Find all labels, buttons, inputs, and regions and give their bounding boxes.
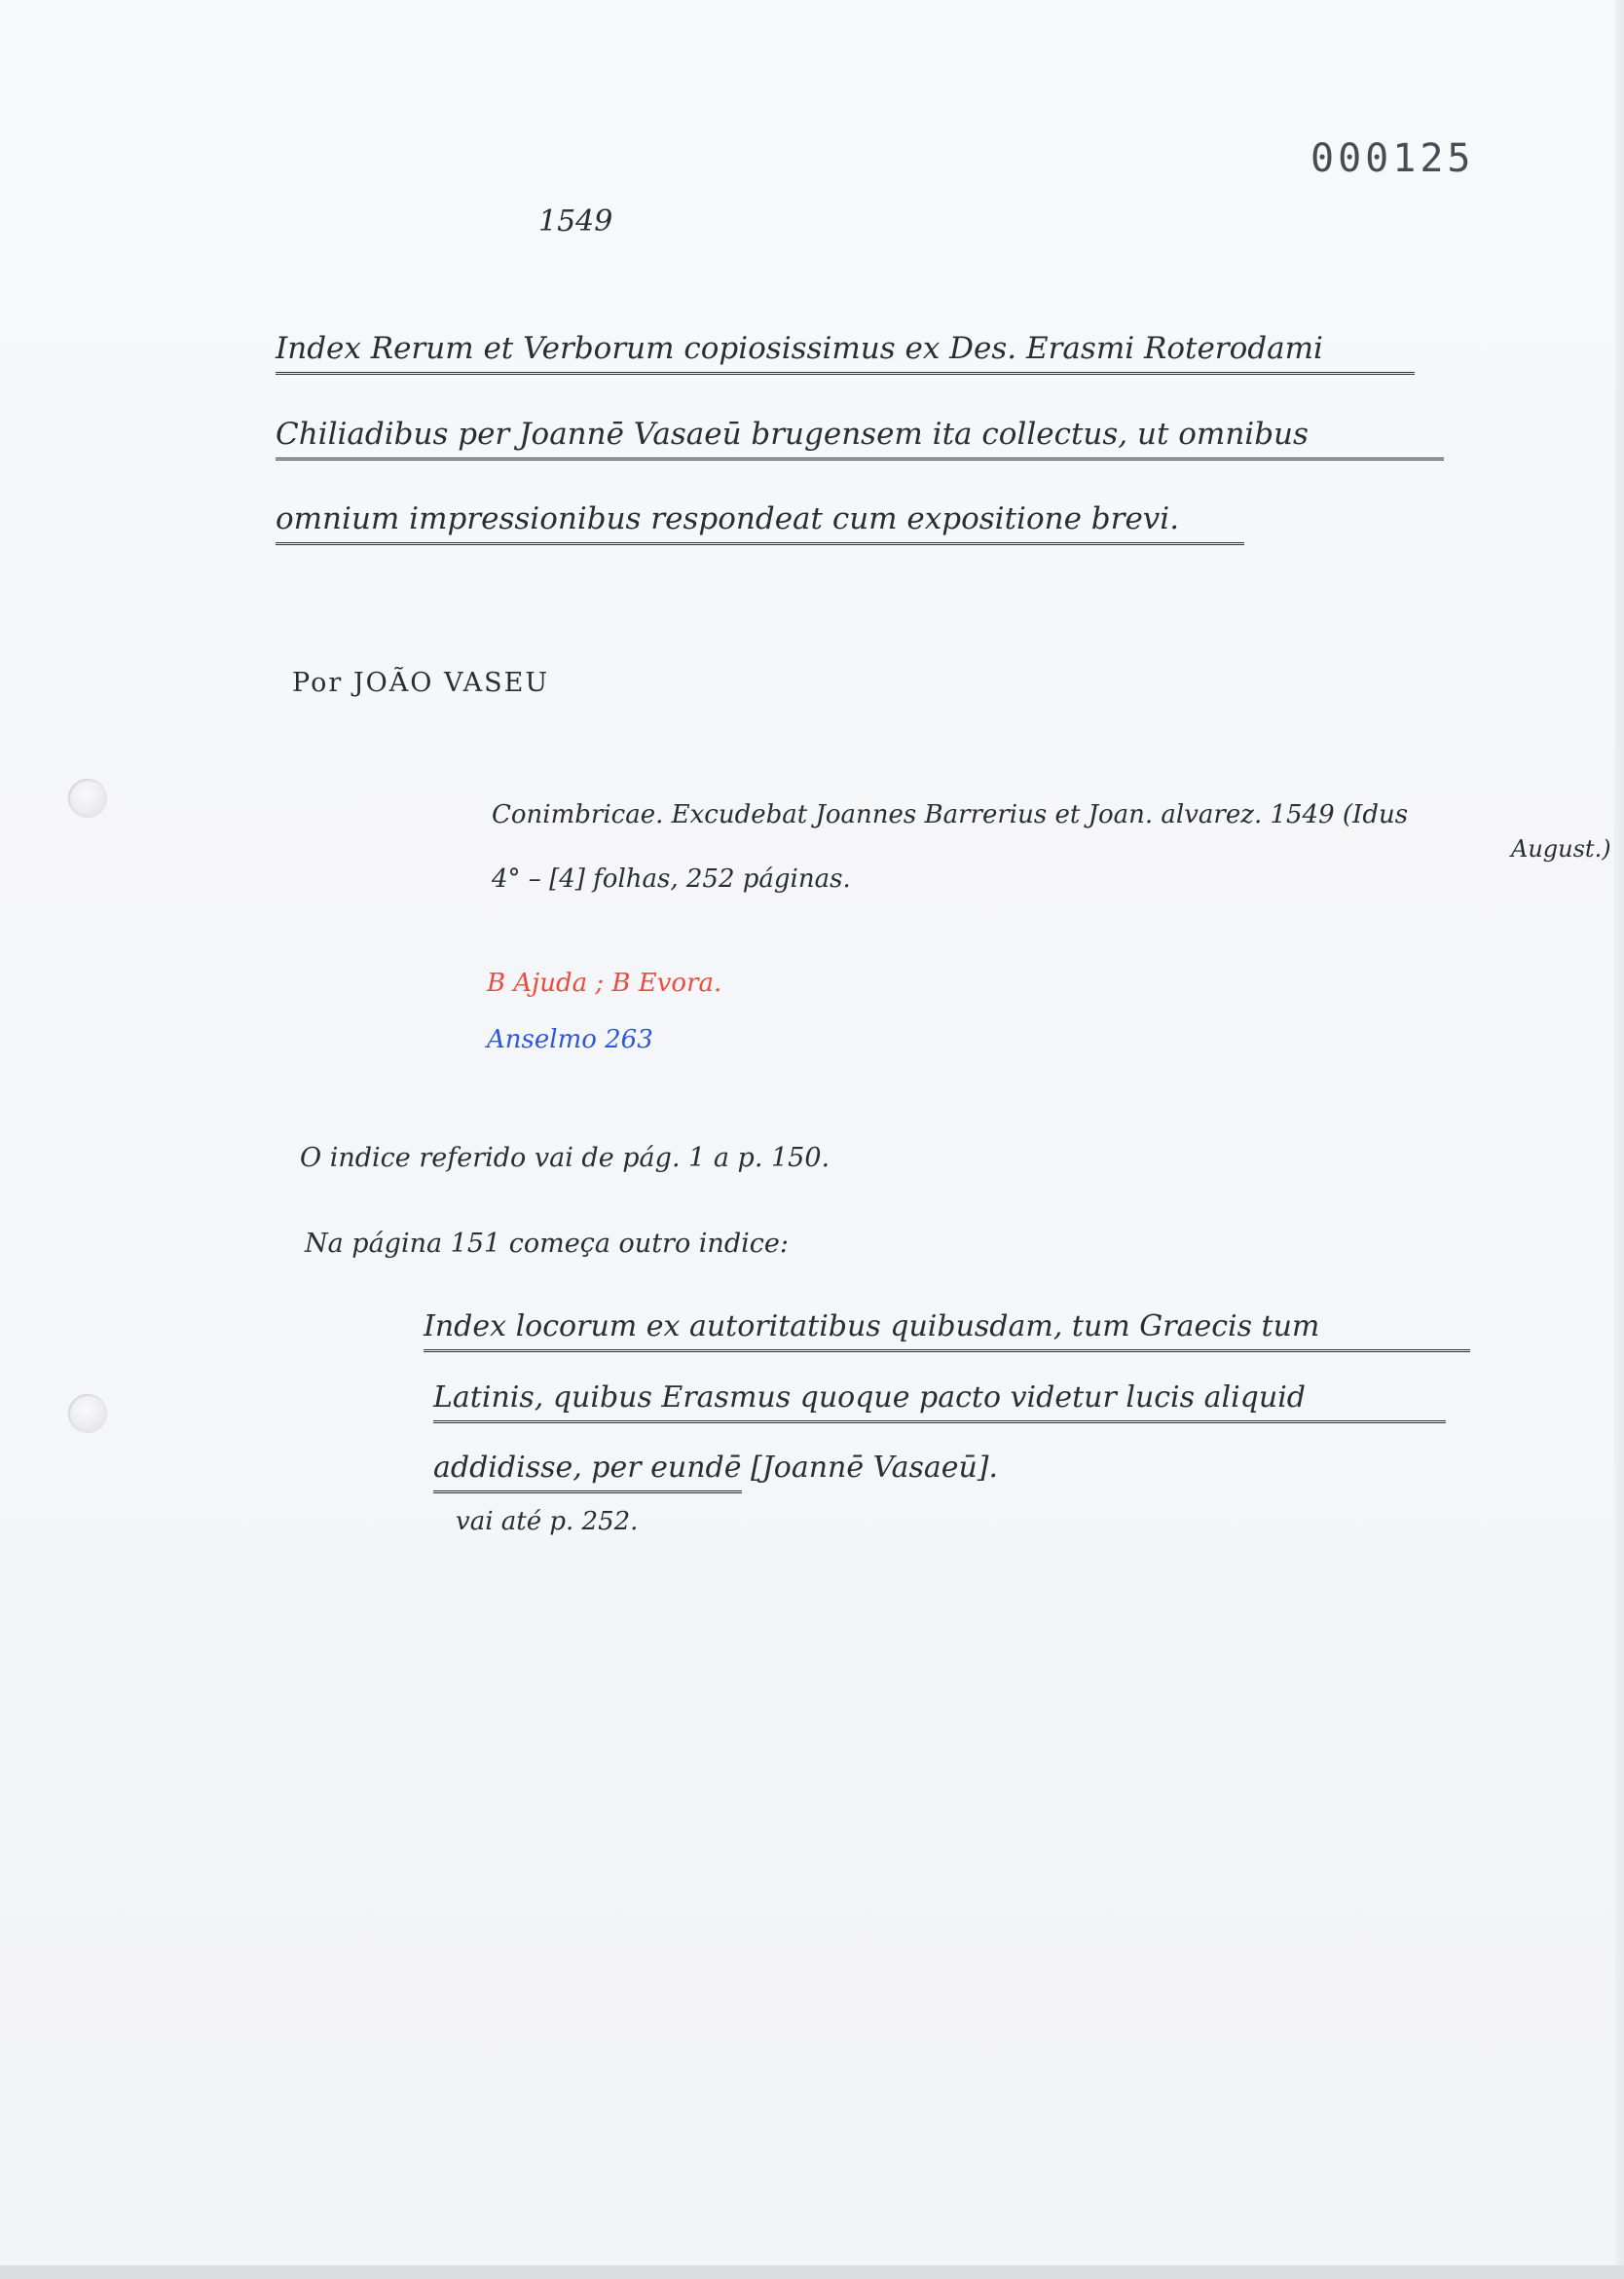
imprint-line-2: 4° – [4] folhas, 252 páginas. [492, 864, 851, 894]
imprint-line-1-continued: August.) [1511, 835, 1611, 863]
title-line-3: omnium impressionibus respondeat cum expositione brevi. [276, 501, 1244, 545]
second-index-line-3 [433, 1451, 998, 1485]
second-index-line-3-text: addidisse, per eundē [433, 1451, 742, 1493]
document-number: 000125 [1310, 136, 1475, 181]
page-bottom-edge [0, 2265, 1624, 2279]
punch-hole-bottom [68, 1394, 107, 1433]
title-line-1: Index Rerum et Verborum copiosissimus ex Des. Erasmi Roterodami [276, 331, 1415, 375]
bibliography-reference: Anselmo 263 [487, 1025, 653, 1054]
second-index-line-2: Latinis, quibus Erasmus quoque pacto videtur lucis aliquid [433, 1380, 1446, 1423]
second-index-range: vai até p. 252. [456, 1507, 639, 1536]
title-line-2: Chiliadibus per Joannē Vasaeū brugensem ita collectus, ut omnibus [276, 417, 1444, 460]
author: Por JOÃO VASEU [292, 668, 550, 698]
library-locations: B Ajuda ; B Evora. [487, 969, 722, 998]
second-index-note: Na página 151 começa outro indice: [305, 1229, 789, 1259]
second-index-line-1: Index locorum ex autoritatibus quibusdam, tum Graecis tum [424, 1309, 1470, 1352]
punch-hole-top [68, 779, 107, 818]
year: 1549 [538, 204, 613, 239]
page-edge [1614, 0, 1624, 2279]
imprint-line-1: Conimbricae. Excudebat Joannes Barrerius et Joan. alvarez. 1549 (Idus [492, 800, 1409, 829]
index-range-note: O indice referido vai de pág. 1 a p. 150. [300, 1143, 830, 1173]
second-index-author: [Joannē Vasaeū]. [751, 1451, 999, 1485]
